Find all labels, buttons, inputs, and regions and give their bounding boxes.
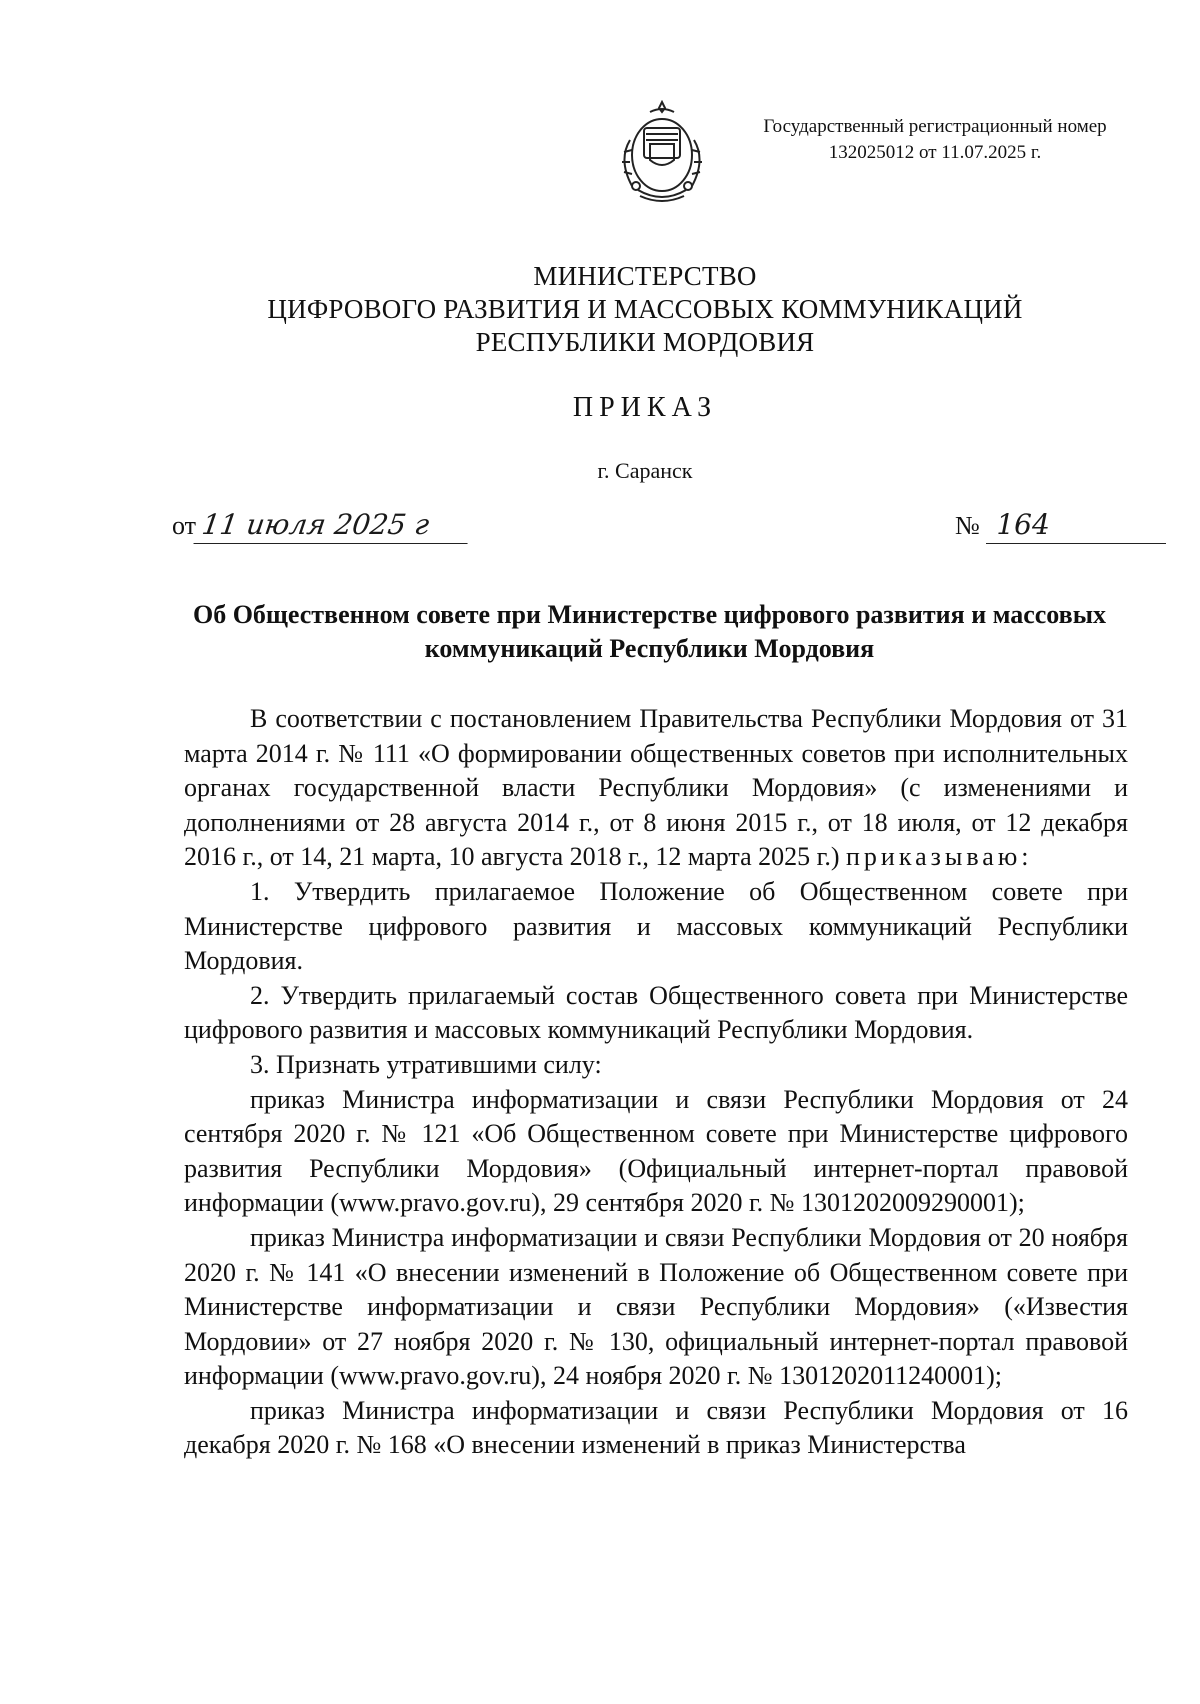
preamble-paragraph bbox=[184, 702, 1128, 875]
registration-number: 132025012 от 11.07.2025 г. bbox=[828, 142, 1042, 163]
number-sign: № bbox=[955, 511, 980, 540]
handwritten-number: 164 bbox=[986, 508, 1166, 544]
order-number bbox=[955, 508, 1166, 544]
order-subject: Об Общественном совете при Министерстве цифрового развития и массовых коммуникаций Республики Мордовия bbox=[192, 600, 1107, 663]
order-title: ПРИКАЗ bbox=[572, 392, 718, 423]
item-2: 2. Утвердить прилагаемый состав Общественного совета при Министерстве цифрового развития и массовых коммуникаций Республики Мордовия. bbox=[184, 980, 1128, 1045]
repeal-item-2: приказ Министра информатизации и связи Республики Мордовия от 20 ноября 2020 г. № 141 «О внесении изменений в Положение об Общественном совете при Министерстве информатизации и связи Республики Мордовия» («Известия Мордовии» от 27 ноября 2020 г. № 130, официальный интернет-портал правовой информации (www.pravo.gov.ru), 24 ноября 2020 г. № 1301202011240001); bbox=[184, 1222, 1128, 1391]
ministry-line-3: РЕСПУБЛИКИ МОРДОВИЯ bbox=[475, 327, 815, 357]
repeal-item-1: приказ Министра информатизации и связи Республики Мордовия от 24 сентября 2020 г. № 121 «Об Общественном совете при Министерстве цифрового развития Республики Мордовия» (Официальный интернет-портал правовой информации (www.pravo.gov.ru), 29 сентября 2020 г. № 1301202009290001); bbox=[184, 1084, 1128, 1218]
ministry-line-1: МИНИСТЕРСТВО bbox=[533, 261, 757, 291]
coat-of-arms-icon bbox=[612, 100, 712, 210]
handwritten-date: 11 июля 2025 г bbox=[194, 508, 473, 544]
ministry-name bbox=[0, 260, 1200, 359]
preamble-text: В соответствии с постановлением Правительства Республики Мордовия от 31 марта 2014 г. № 111 «О формировании общественных советов при исполнительных органах государственной власти Республики Мордовия» (с изменениями и дополнениями от 28 августа 2014 г., от 8 июня 2015 г., от 18 июля, от 12 декабря 2016 г., от 14, 21 марта, 10 августа 2018 г., 12 марта 2025 г.) bbox=[184, 704, 1128, 872]
order-body bbox=[184, 702, 1128, 1463]
item-1: 1. Утвердить прилагаемое Положение об Общественном совете при Министерстве цифрового развития и массовых коммуникаций Республики Мордовия. bbox=[184, 876, 1128, 976]
repeal-item-3: приказ Министра информатизации и связи Республики Мордовия от 16 декабря 2020 г. № 168 «О внесении изменений в приказ Министерства bbox=[184, 1395, 1128, 1460]
ministry-line-2: ЦИФРОВОГО РАЗВИТИЯ И МАССОВЫХ КОММУНИКАЦИЙ bbox=[267, 294, 1023, 324]
item-3: 3. Признать утратившими силу: bbox=[250, 1049, 602, 1079]
registration-stamp bbox=[740, 114, 1130, 166]
date-prefix: от bbox=[172, 511, 197, 540]
registration-label: Государственный регистрационный номер bbox=[763, 116, 1107, 137]
order-date bbox=[172, 508, 470, 544]
city-name: г. Саранск bbox=[597, 458, 693, 483]
order-word: приказываю: bbox=[846, 842, 1033, 872]
